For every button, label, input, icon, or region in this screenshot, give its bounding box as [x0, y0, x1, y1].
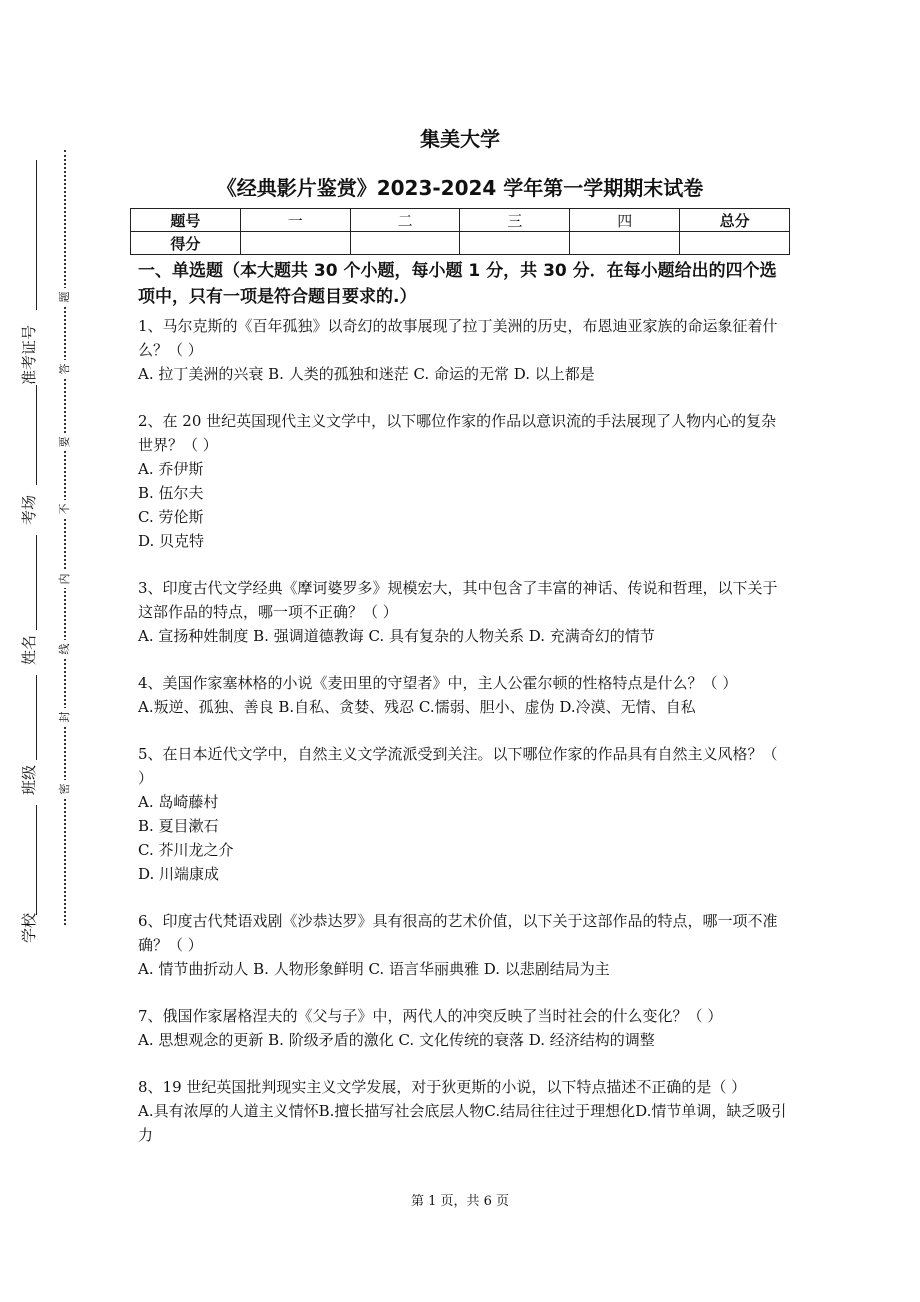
score-row-label: 得分 [131, 232, 241, 255]
seal-char: 封 [56, 708, 74, 726]
question-2 [138, 409, 788, 553]
question-7 [138, 1004, 788, 1052]
question-3 [138, 576, 788, 648]
exam-content [138, 258, 788, 1170]
score-cell-header: 四 [570, 209, 680, 232]
seal-char: 密 [56, 780, 74, 798]
field-label-exam-number: 准考证号 [20, 324, 38, 385]
page-footer: 第 1 页，共 6 页 [410, 1194, 510, 1209]
question-4 [138, 671, 788, 719]
score-cell-header: 二 [350, 209, 460, 232]
field-label-exam-room: 考场 [20, 495, 38, 526]
score-input-cell[interactable] [350, 232, 460, 255]
option-b: B. 伍尔夫 [138, 484, 204, 502]
seal-dotted-line [64, 150, 66, 925]
score-table-header-row [131, 209, 790, 232]
question-stem: 6、印度古代梵语戏剧《沙恭达罗》具有很高的艺术价值，以下关于这部作品的特点，哪一项不准确？（ ） [138, 912, 778, 954]
score-cell-header: 总分 [680, 209, 790, 232]
field-label-school: 学校 [20, 913, 38, 944]
seal-char: 题 [56, 288, 74, 306]
score-input-cell[interactable] [680, 232, 790, 255]
seal-char: 线 [56, 640, 74, 658]
seal-char: 要 [56, 433, 74, 451]
question-options: A. 宣扬种姓制度 B. 强调道德教诲 C. 具有复杂的人物关系 D. 充满奇幻的情节 [138, 627, 655, 645]
question-stem: 8、19 世纪英国批判现实主义文学发展，对于狄更斯的小说，以下特点描述不正确的是（ ） [138, 1078, 747, 1096]
score-cell-header: 三 [460, 209, 570, 232]
option-d: D. 贝克特 [138, 532, 205, 550]
seal-char: 不 [56, 500, 74, 518]
score-table [130, 208, 790, 255]
question-stem: 2、在 20 世纪英国现代主义文学中，以下哪位作家的作品以意识流的手法展现了人物内心的复杂世界？（ ） [138, 412, 777, 454]
question-stem: 5、在日本近代文学中，自然主义文学流派受到关注。以下哪位作家的作品具有自然主义风格？（ ） [138, 745, 778, 787]
question-options: A. 思想观念的更新 B. 阶级矛盾的激化 C. 文化传统的衰落 D. 经济结构的调整 [138, 1031, 655, 1049]
field-label-class: 班级 [20, 765, 38, 796]
option-c: C. 芥川龙之介 [138, 841, 234, 859]
seal-char: 答 [56, 360, 74, 378]
score-cell-header: 一 [240, 209, 350, 232]
field-label-name: 姓名 [20, 635, 38, 666]
question-stem: 3、印度古代文学经典《摩诃婆罗多》规模宏大，其中包含了丰富的神话、传说和哲理，以下关于这部作品的特点，哪一项不正确？（ ） [138, 579, 778, 621]
section-heading: 一、单选题（本大题共 30 个小题，每小题 1 分，共 30 分．在每小题给出的四个选项中，只有一项是符合题目要求的.） [138, 261, 777, 307]
option-c: C. 劳伦斯 [138, 508, 204, 526]
question-6 [138, 909, 788, 981]
question-options: A. 情节曲折动人 B. 人物形象鲜明 C. 语言华丽典雅 D. 以悲剧结局为主 [138, 960, 610, 978]
seal-char: 内 [56, 570, 74, 588]
option-b: B. 夏目漱石 [138, 817, 219, 835]
question-stem: 7、俄国作家屠格涅夫的《父与子》中，两代人的冲突反映了当时社会的什么变化？（ ） [138, 1007, 723, 1025]
score-input-cell[interactable] [460, 232, 570, 255]
score-input-cell[interactable] [570, 232, 680, 255]
field-line-school [36, 805, 37, 915]
score-table-score-row [131, 232, 790, 255]
exam-title: 《经典影片鉴赏》2023-2024 学年第一学期期末试卷 [216, 176, 704, 200]
option-a: A. 乔伊斯 [138, 460, 204, 478]
field-line-name [36, 535, 37, 630]
question-5 [138, 742, 788, 886]
score-cell-header: 题号 [131, 209, 241, 232]
question-1 [138, 314, 788, 386]
question-stem: 4、美国作家塞林格的小说《麦田里的守望者》中，主人公霍尔顿的性格特点是什么？（ ） [138, 674, 738, 692]
question-8 [138, 1075, 788, 1147]
option-a: A. 岛崎藤村 [138, 793, 219, 811]
question-stem: 1、马尔克斯的《百年孤独》以奇幻的故事展现了拉丁美洲的历史，布恩迪亚家族的命运象征着什么？（ ） [138, 317, 778, 359]
school-name: 集美大学 [420, 127, 500, 151]
option-d: D. 川端康成 [138, 865, 220, 883]
question-options: A. 拉丁美洲的兴衰 B. 人类的孤独和迷茫 C. 命运的无常 D. 以上都是 [138, 365, 595, 383]
field-line-class [36, 675, 37, 760]
question-options: A.叛逆、孤独、善良 B.自私、贪婪、残忍 C.懦弱、胆小、虚伪 D.冷漠、无情、自私 [138, 698, 696, 716]
score-input-cell[interactable] [240, 232, 350, 255]
question-options: A.具有浓厚的人道主义情怀B.擅长描写社会底层人物C.结局往往过于理想化D.情节单调，缺乏吸引力 [138, 1102, 787, 1144]
field-line-exam-room [36, 385, 37, 485]
